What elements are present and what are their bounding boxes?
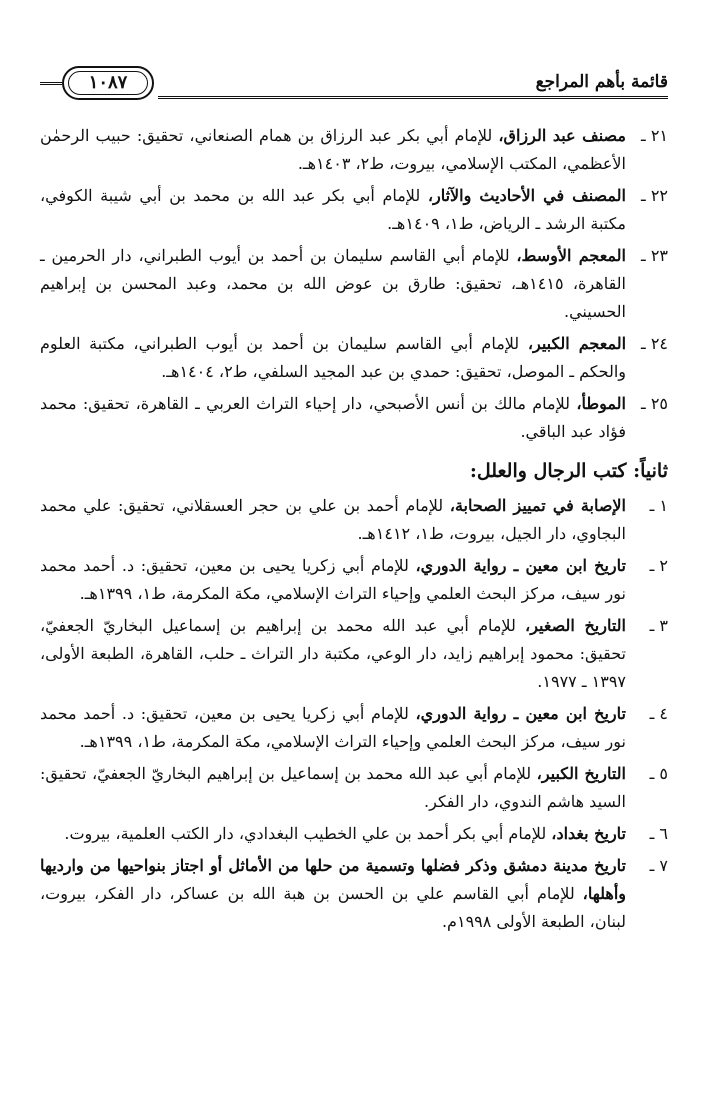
entry-number: ٢ ـ [649,556,668,575]
entry-text: للإمام أبي زكريا يحيى بن معين، تحقيق: د. أحمد محمد نور سيف، مركز البحث العلمي وإحياء التراث الإسلامي، مكة المكرمة، ط١، ١٣٩٩هـ. [40,556,626,603]
page-number: ١٠٨٧ [88,72,128,93]
entry-number: ٦ ـ [649,824,668,843]
entry-number: ٤ ـ [649,704,668,723]
entry-text: للإمام أبي زكريا يحيى بن معين، تحقيق: د. أحمد محمد نور سيف، مركز البحث العلمي وإحياء التراث الإسلامي، مكة المكرمة، ط١، ١٣٩٩هـ. [40,704,626,751]
entry-text: للإمام أبي بكر عبد الرزاق بن همام الصنعاني، تحقيق: حبيب الرحمٰن الأعظمي، المكتب الإسلامي، بيروت، ط٢، ١٤٠٣هـ. [40,126,626,173]
entry-text: للإمام أبي القاسم سليمان بن أحمد بن أيوب الطبراني، مكتبة العلوم والحكم ـ الموصل، تحقيق: حمدي بن عبد المجيد السلفي، ط٢، ١٤٠٤هـ. [40,334,626,381]
header-rule [158,96,668,99]
entry-title: المصنف في الأحاديث والآثار، [427,186,627,205]
page-header [40,62,668,104]
reference-entry [40,330,668,386]
entry-title: المعجم الأوسط، [516,246,626,265]
entry-title: التاريخ الصغير، [525,616,626,635]
reference-entry [40,492,668,548]
section-heading: ثانياً: كتب الرجال والعلل: [469,460,668,482]
reference-entry [40,760,668,816]
entry-title: مصنف عبد الرزاق، [498,126,626,145]
entry-text: للإمام أحمد بن علي بن حجر العسقلاني، تحقيق: علي محمد البجاوي، دار الجيل، بيروت، ط١، ١٤١٢هـ. [40,496,626,543]
entry-text: للإمام أبي القاسم علي بن الحسن بن هبة الله بن عساكر، دار الفكر، بيروت، لبنان، الطبعة الأولى ١٩٩٨م. [40,884,626,931]
entry-number: ١ ـ [649,496,668,515]
entry-title: تاريخ ابن معين ـ رواية الدوري، [415,556,626,575]
entry-number: ٢٣ ـ [641,246,668,265]
header-rule-left [40,82,62,85]
reference-entry [40,852,668,936]
entry-title: التاريخ الكبير، [536,764,627,783]
entry-text: للإمام أبي بكر عبد الله بن محمد بن أبي شيبة الكوفي، مكتبة الرشد ـ الرياض، ط١، ١٤٠٩هـ. [40,186,626,233]
entry-text: للإمام أبي عبد الله محمد بن إسماعيل بن إبراهيم البخاريّ الجعفيّ، تحقيق: السيد هاشم الندوي، دار الفكر. [40,764,626,811]
page-number-badge [62,66,154,100]
entry-text: للإمام أبي بكر أحمد بن علي الخطيب البغدادي، دار الكتب العلمية، بيروت. [64,824,552,843]
entry-title: الموطأ، [576,394,626,413]
reference-entry [40,390,668,446]
entry-title: تاريخ مدينة دمشق وذكر فضلها وتسمية من حلها من الأماثل أو اجتاز بنواحيها من وارديها وأهلها، [40,856,626,903]
entry-text: للإمام أبي عبد الله محمد بن إبراهيم بن إسماعيل البخاريّ الجعفيّ، تحقيق: محمود إبراهيم زايد، دار الوعي، مكتبة دار التراث ـ حلب، القاهرة، الطبعة الأولى، ١٣٩٧ ـ ١٩٧٧. [40,616,626,691]
entry-number: ٢١ ـ [641,126,668,145]
entry-text: للإمام مالك بن أنس الأصبحي، دار إحياء التراث العربي ـ القاهرة، تحقيق: محمد فؤاد عبد الباقي. [40,394,626,441]
reference-entry [40,552,668,608]
entry-number: ٢٤ ـ [641,334,668,353]
reference-entry [40,612,668,696]
entry-number: ٢٥ ـ [641,394,668,413]
document-page [40,62,668,1092]
entry-title: الإصابة في تمييز الصحابة، [449,496,626,515]
reference-entry [40,700,668,756]
running-title: قائمة بأهم المراجع [535,72,668,92]
entry-title: تاريخ ابن معين ـ رواية الدوري، [415,704,626,723]
entry-number: ٥ ـ [649,764,668,783]
entry-number: ٣ ـ [649,616,668,635]
entry-number: ٧ ـ [649,856,668,875]
entry-text: للإمام أبي القاسم سليمان بن أحمد بن أيوب الطبراني، دار الحرمين ـ القاهرة، ١٤١٥هـ، تحقيق: طارق بن عوض الله بن محمد، وعبد المحسن بن إبراهيم الحسيني. [40,246,626,321]
reference-entry [40,122,668,178]
reference-entry [40,242,668,326]
reference-entry [40,182,668,238]
entry-title: المعجم الكبير، [527,334,627,353]
entry-title: تاريخ بغداد، [551,824,626,843]
entry-number: ٢٢ ـ [641,186,668,205]
reference-entry [40,820,668,848]
references-list [40,122,668,940]
